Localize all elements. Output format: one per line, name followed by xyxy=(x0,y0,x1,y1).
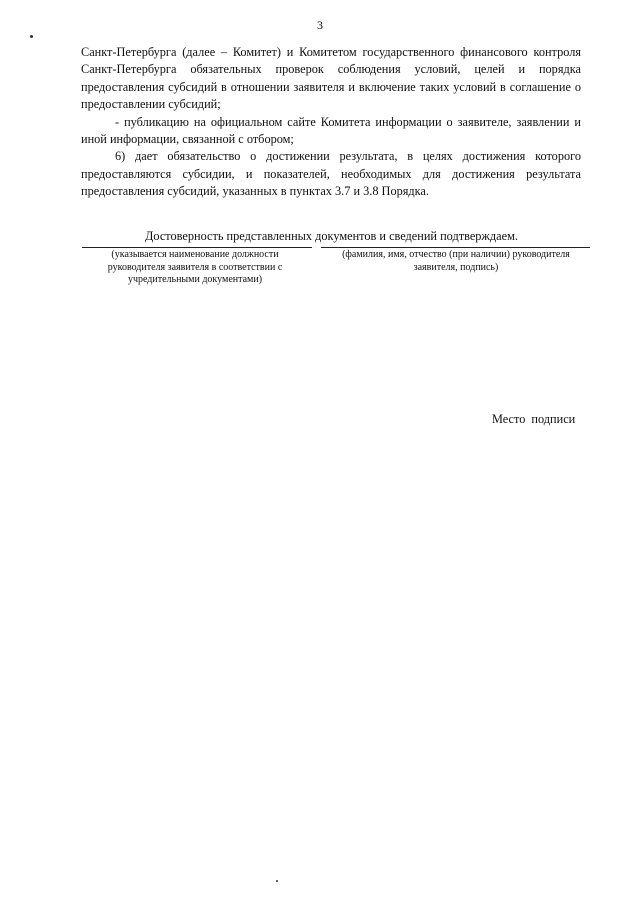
signature-line-position xyxy=(82,247,312,248)
name-caption: (фамилия, имя, отчество (при наличии) руководителя заявителя, подпись) xyxy=(342,249,570,273)
signature-line-name xyxy=(321,247,590,248)
scan-speck xyxy=(276,880,278,882)
page-number: 3 xyxy=(317,18,323,32)
scan-speck xyxy=(30,35,33,38)
paragraph-publication: - публикацию на официальном сайте Комитета информации о заявителе, заявлении и иной информации, связанной с отбором; xyxy=(81,114,581,147)
paragraph-control: Санкт-Петербурга (далее – Комитет) и Комитетом государственного финансового контроля Санкт-Петербурга обязательных проверок соблюдения условий, целей и порядка предоставления субсидий в отношении заявителя и включение таких условий в соглашение о предоставлении субсидий; xyxy=(81,45,581,112)
position-caption: (указывается наименование должности руководителя заявителя в соответствии с учредительными документами) xyxy=(107,249,283,285)
paragraph-obligation: 6) дает обязательство о достижении результата, в целях достижения которого предоставляются субсидии, и показателей, необходимых для достижения результата предоставления субсидий, указанных в пунктах 3.7 и 3.8 Порядка. xyxy=(81,149,581,199)
confirmation-statement: Достоверность представленных документов и сведений подтверждаем. xyxy=(145,229,518,243)
place-of-signature: Место подписи xyxy=(492,412,576,426)
body-text xyxy=(81,44,581,201)
